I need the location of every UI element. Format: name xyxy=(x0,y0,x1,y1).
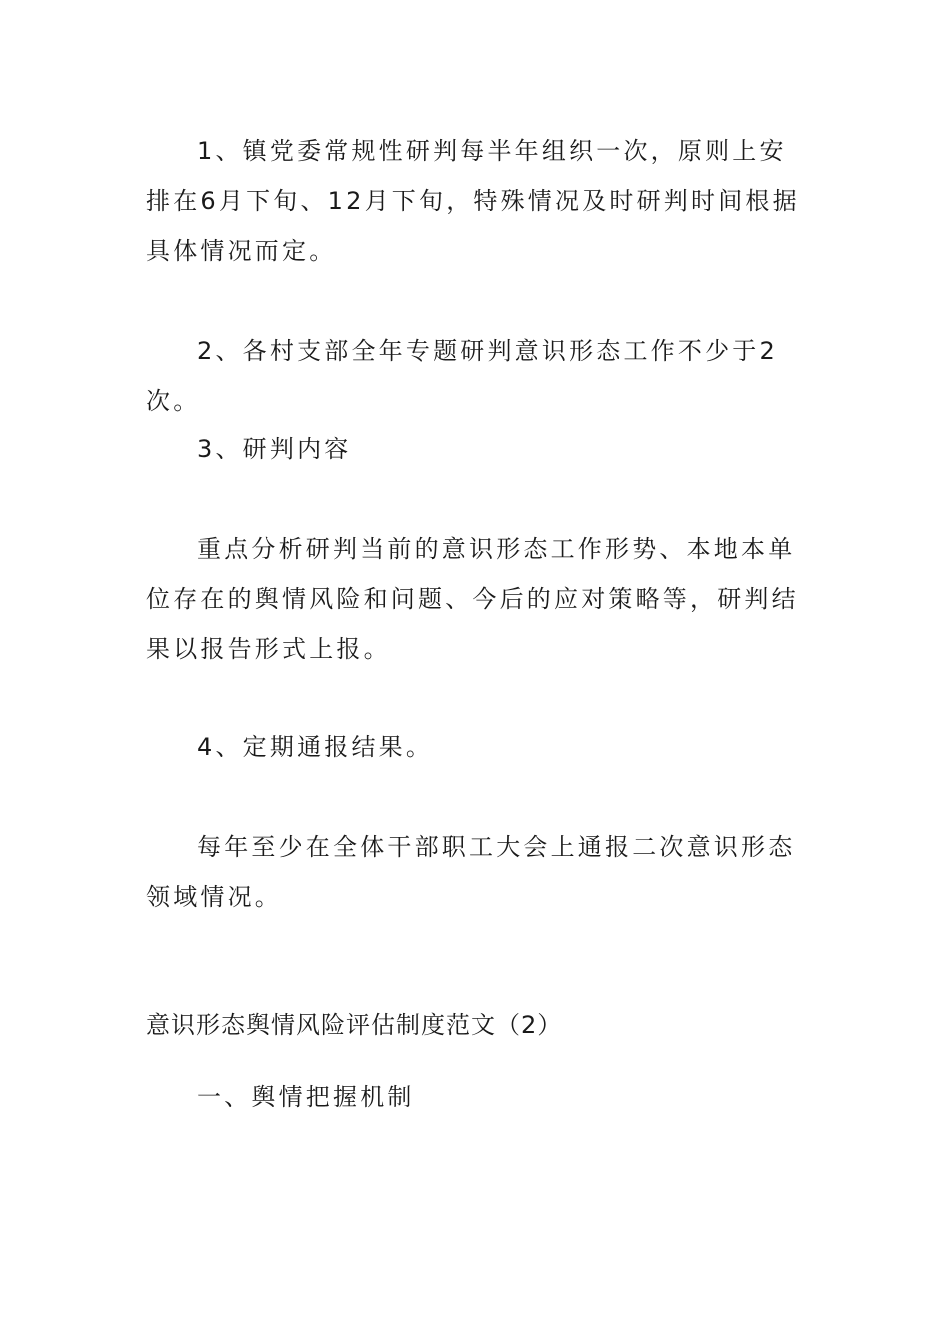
subsection-heading-public-opinion: 一、舆情把握机制 xyxy=(197,1083,415,1111)
paragraph-report-results-heading: 4、定期通报结果。 xyxy=(197,733,434,761)
paragraph-research-content-body: 重点分析研判当前的意识形态工作形势、本地本单位存在的舆情风险和问题、今后的应对策略等，研判结果以报告形式上报。 xyxy=(146,535,799,663)
paragraph-research-content-heading: 3、研判内容 xyxy=(197,435,352,463)
paragraph-report-results-body: 每年至少在全体干部职工大会上通报二次意识形态领域情况。 xyxy=(146,833,796,911)
paragraph-village-branch-research: 2、各村支部全年专题研判意识形态工作不少于2次。 xyxy=(146,337,778,415)
section-title: 意识形态舆情风险评估制度范文（2） xyxy=(146,1011,563,1039)
paragraph-research-schedule: 1、镇党委常规性研判每半年组织一次，原则上安排在6月下旬、12月下旬，特殊情况及时研判时间根据具体情况而定。 xyxy=(146,137,800,265)
